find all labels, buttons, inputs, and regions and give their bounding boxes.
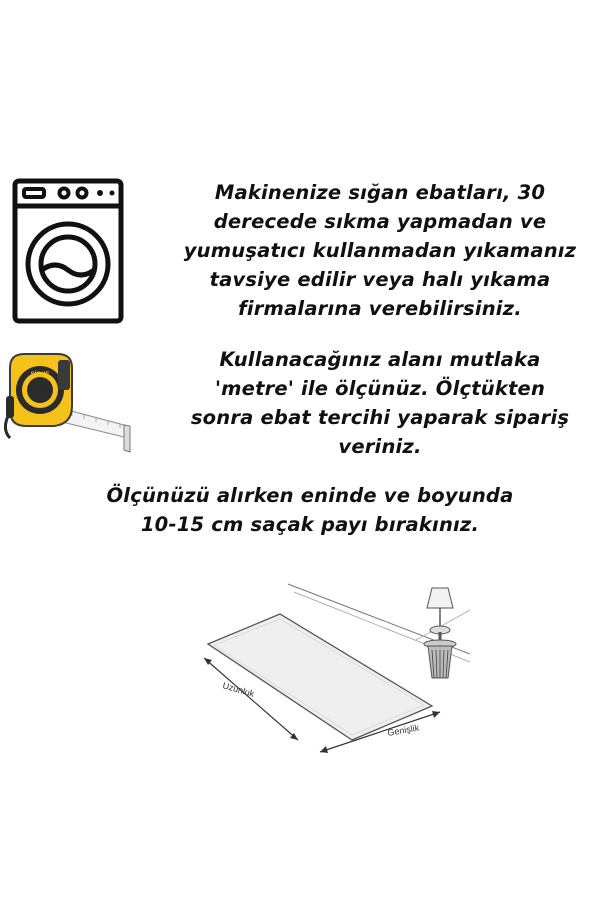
tape-measure-icon [0, 346, 140, 466]
measure-line-1: Kullanacağınız alanı mutlaka [219, 348, 541, 371]
measure-line-4: veriniz. [338, 435, 422, 458]
fringe-line-1: Ölçünüzü alırken eninde ve boyunda [106, 484, 514, 507]
rug-shape [208, 614, 432, 740]
tape-size-label: 5m [30, 383, 50, 398]
washing-instructions [140, 178, 613, 323]
washing-line-1: Makinenize sığan ebatları, 30 [214, 181, 546, 204]
tape-brand-label: SİOHE [30, 372, 50, 378]
washing-line-5: firmalarına verebilirsiniz. [238, 297, 522, 320]
washing-machine-icon [12, 178, 124, 324]
washing-line-3: yumuşatıcı kullanmadan yıkamanız [183, 239, 577, 262]
measure-line-2: 'metre' ile ölçünüz. Ölçtükten [214, 377, 546, 400]
fringe-line-2: 10-15 cm saçak payı bırakınız. [140, 513, 480, 536]
measure-line-3: sonra ebat tercihi yaparak sipariş [190, 406, 570, 429]
washing-line-4: tavsiye edilir veya halı yıkama [209, 268, 551, 291]
width-label: Genişlik [386, 722, 420, 738]
washing-line-2: derecede sıkma yapmadan ve [213, 210, 547, 233]
measure-instructions [150, 345, 610, 461]
fringe-instructions [40, 481, 580, 539]
length-label: Uzunluk [221, 680, 256, 699]
rug-measurement-illustration [170, 570, 470, 780]
